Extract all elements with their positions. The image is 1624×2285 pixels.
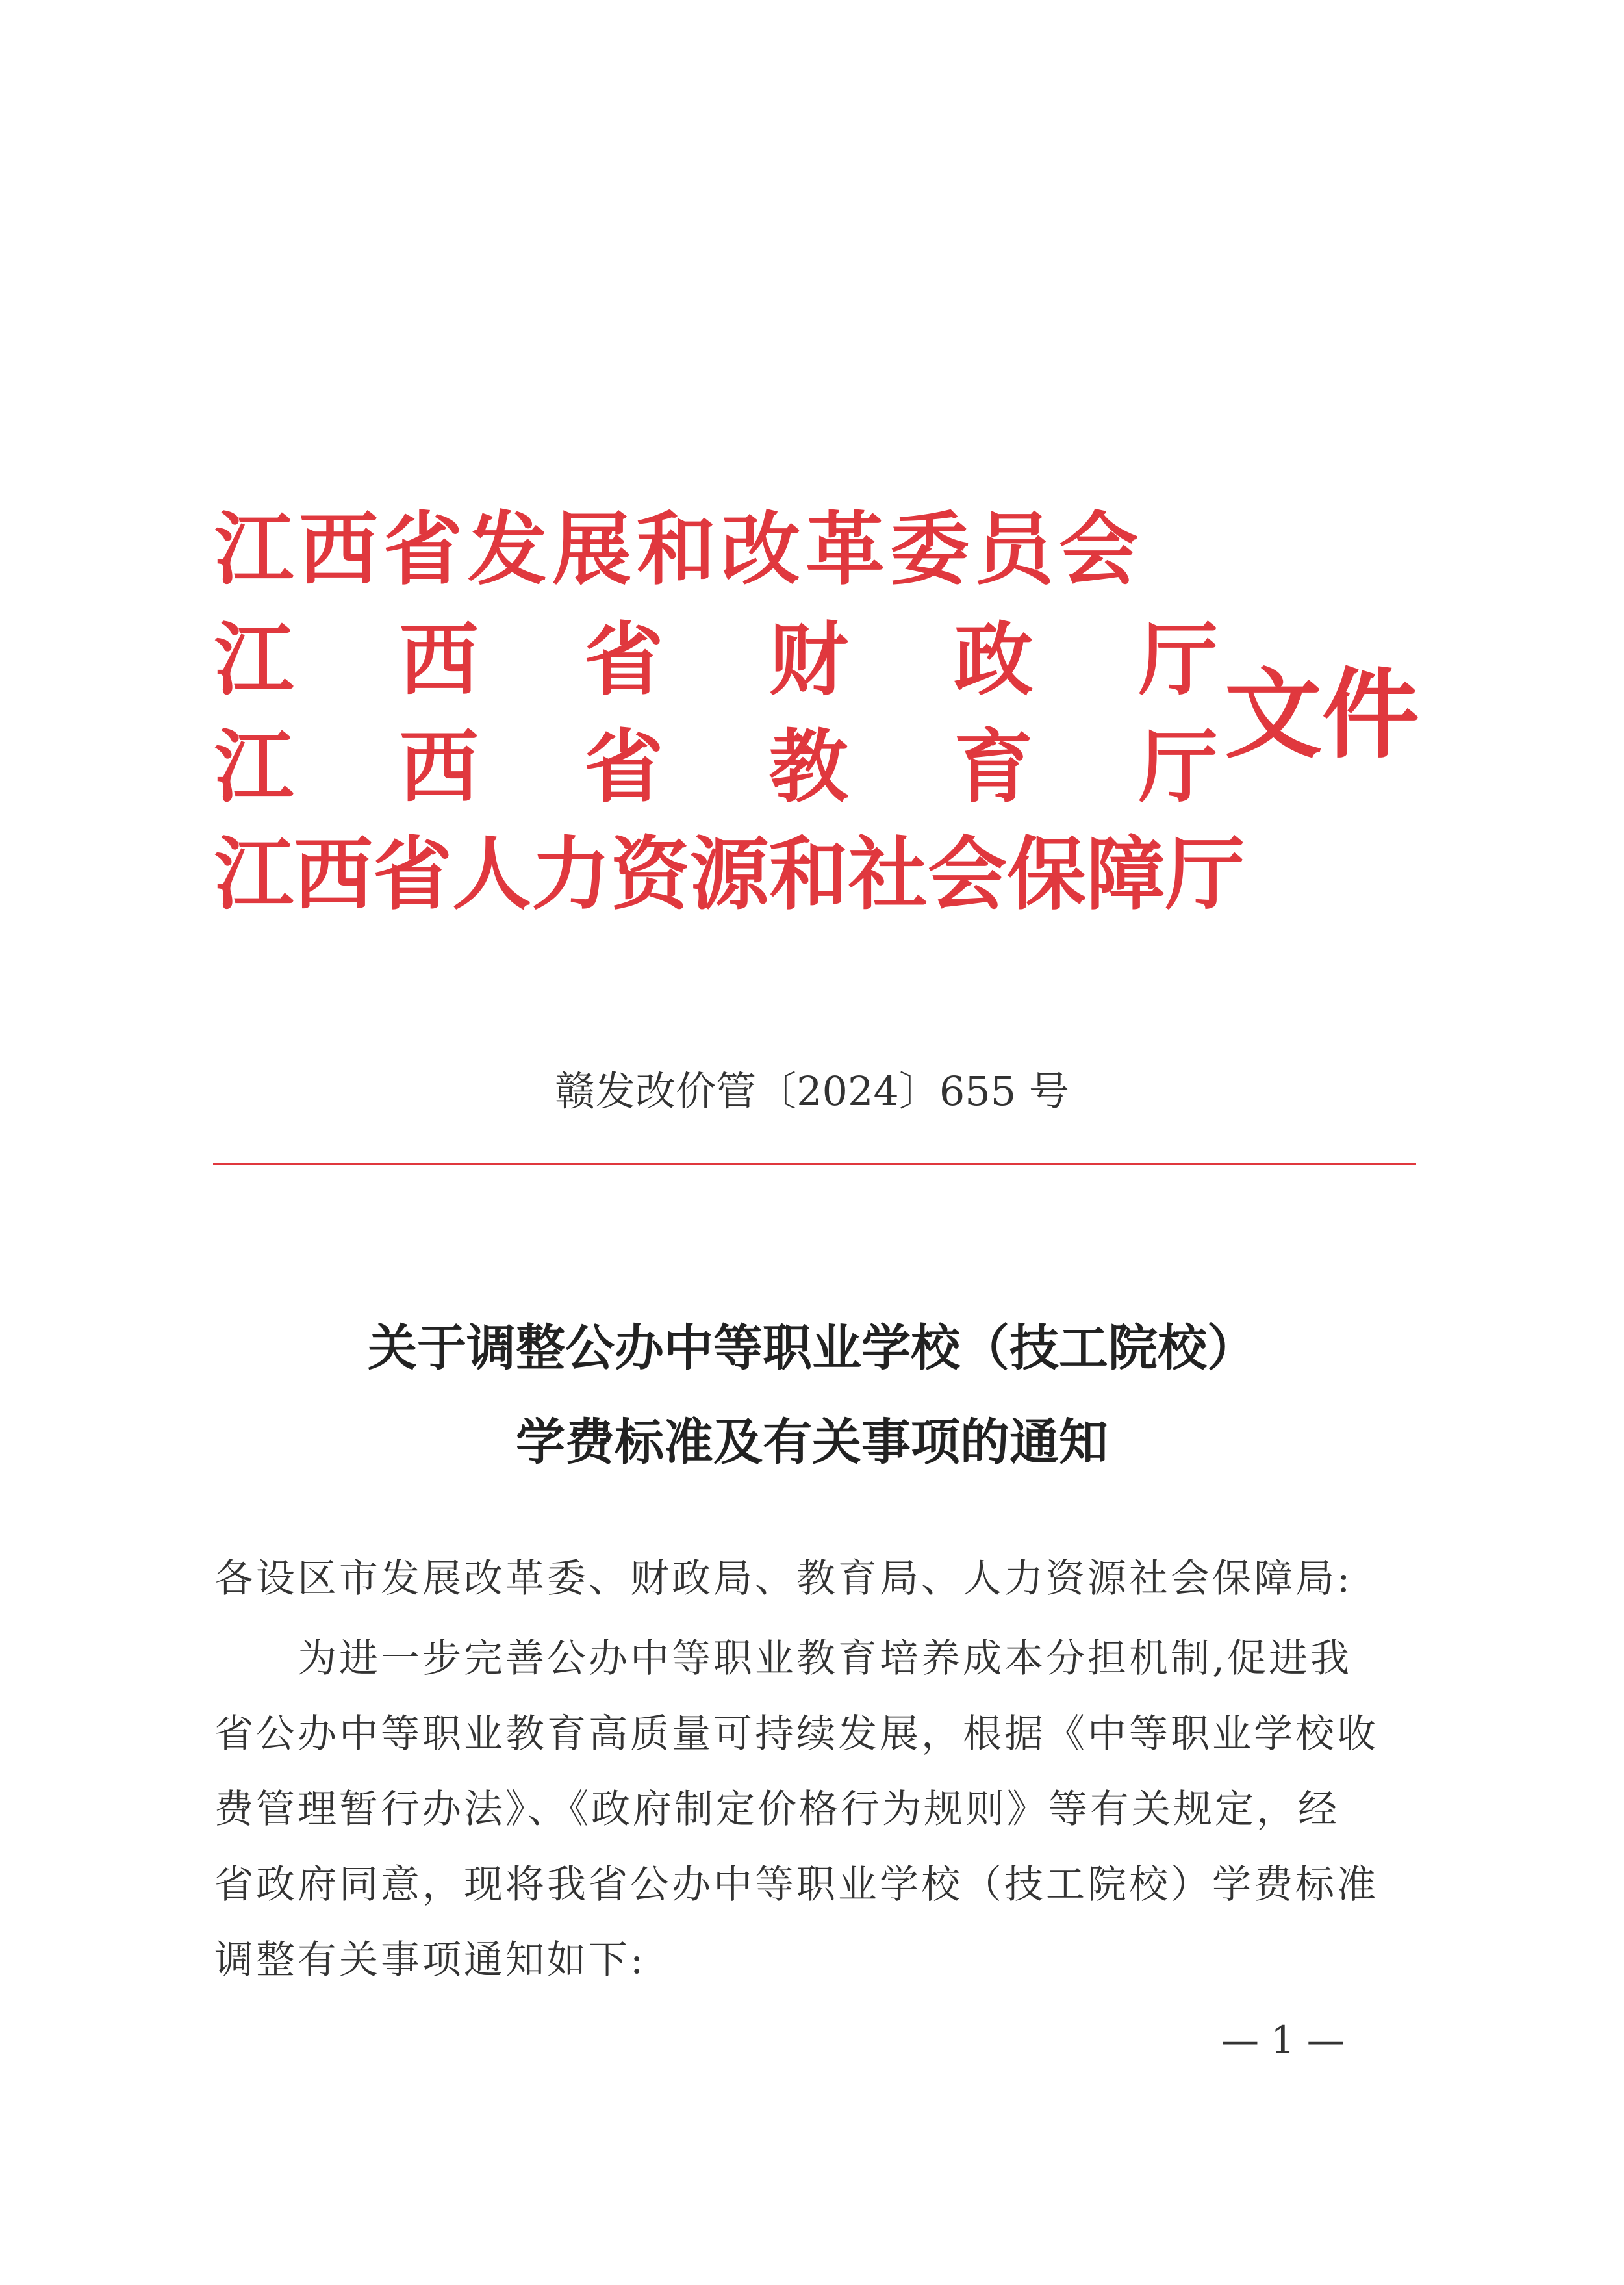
org-name-char: 西 <box>399 720 479 813</box>
page-number: — 1 — <box>1221 2018 1345 2062</box>
red-divider-line <box>213 1163 1416 1165</box>
body-line: 省公办中等职业教育高质量可持续发展，根据《中等职业学校收 <box>214 1711 1378 1757</box>
body-line: 费管理暂行办法》、《政府制定价格行为规则》等有关规定，经 <box>214 1787 1339 1832</box>
org-name-char: 江 <box>214 613 294 706</box>
org-name-char: 省 <box>584 720 664 813</box>
salutation: 各设区市发展改革委、财政局、教育局、人力资源社会保障局: <box>214 1556 1353 1602</box>
body-line: 调整有关事项通知如下: <box>214 1937 646 1983</box>
document-number: 赣发改价管〔2024〕655 号 <box>555 1067 1069 1115</box>
org-name-human-resources: 江西省人力资源和社会保障厅 <box>214 827 1245 921</box>
org-name-finance <box>214 611 1218 708</box>
org-name-char: 厅 <box>1138 613 1218 706</box>
issuing-authority-header <box>214 500 1449 968</box>
org-name-char: 育 <box>954 720 1034 813</box>
org-name-char: 厅 <box>1138 720 1218 813</box>
document-type-suffix: 文件 <box>1224 657 1420 772</box>
org-name-char: 教 <box>768 720 848 813</box>
org-name-education <box>214 718 1218 815</box>
body-line: 为进一步完善公办中等职业教育培养成本分担机制,促进我 <box>298 1636 1352 1681</box>
body-paragraph <box>214 1621 1423 1998</box>
document-title-line-2: 学费标准及有关事项的通知 <box>516 1413 1108 1471</box>
org-name-char: 财 <box>768 613 848 706</box>
document-title-line-1: 关于调整公办中等职业学校（技工院校） <box>368 1319 1256 1377</box>
org-name-char: 江 <box>214 720 294 813</box>
org-name-char: 政 <box>954 613 1034 706</box>
org-name-char: 省 <box>584 613 664 706</box>
body-line: 省政府同意，现将我省公办中等职业学校（技工院校）学费标准 <box>214 1862 1378 1908</box>
org-name-development-reform: 江西省发展和改革委员会 <box>214 502 1143 596</box>
org-name-char: 西 <box>399 613 479 706</box>
